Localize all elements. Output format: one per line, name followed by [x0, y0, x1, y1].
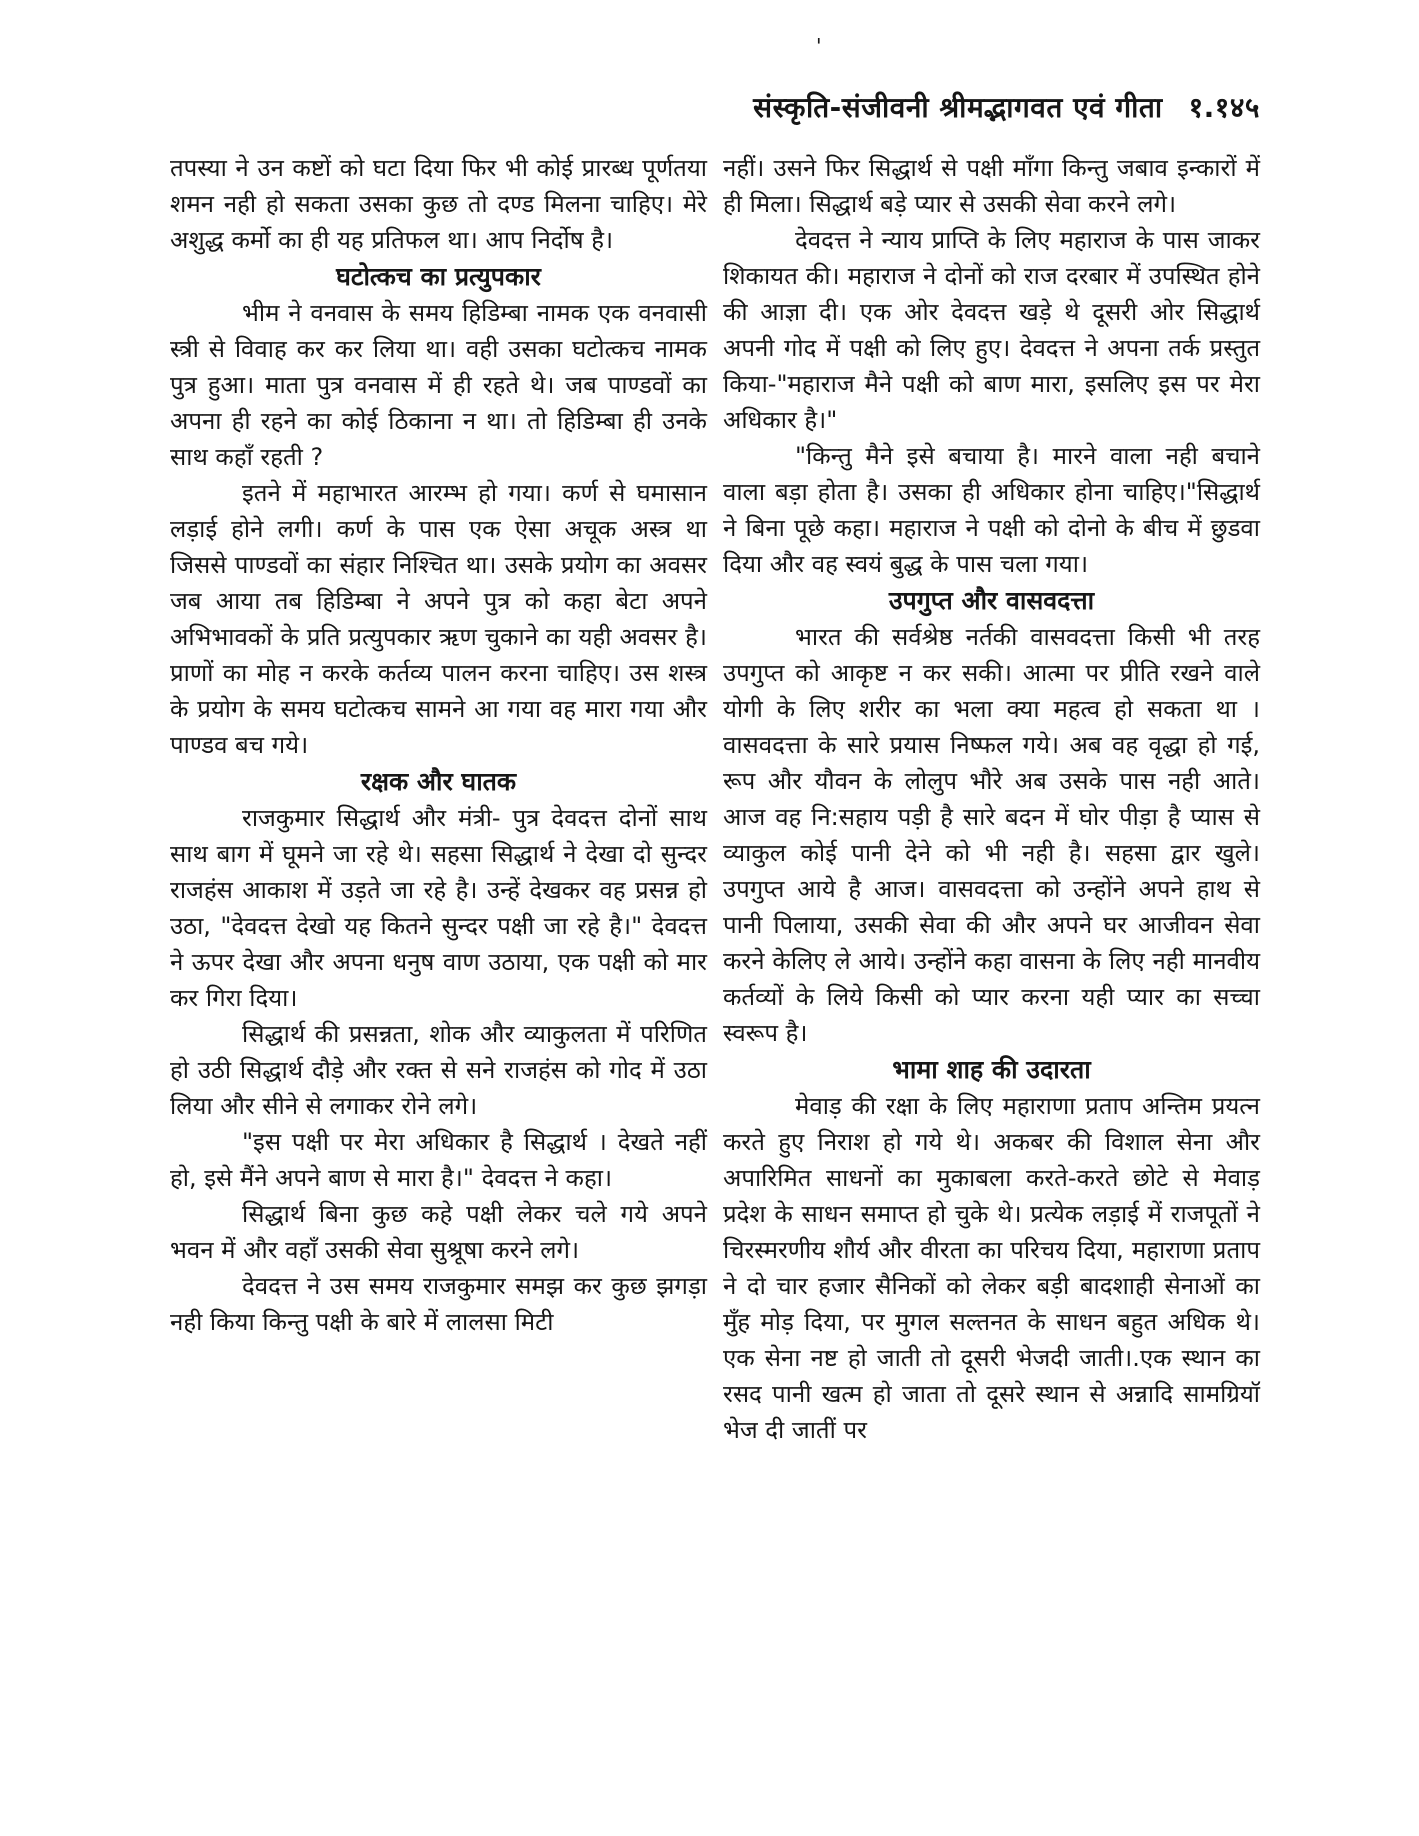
body-paragraph: मेवाड़ की रक्षा के लिए महाराणा प्रताप अन्तिम प्रयत्न करते हुए निराश हो गये थे। अकबर की विशाल सेना और अपारिमित साधनों का मुकाबला करते-करते छोटे से मेवाड़ प्रदेश के साधन समाप्त हो चुके थे। प्रत्येक लड़ाई में राजपूतों ने चिरस्मरणीय शौर्य और वीरता का परिचय दिया, महाराणा प्रताप ने दो चार हजार सैनिकों को लेकर बड़ी बादशाही सेनाओं का मुँह मोड़ दिया, पर मुगल सल्तनत के साधन बहुत अधिक थे। एक सेना नष्ट हो जाती तो दूसरी भेजदी जाती।.एक स्थान का रसद पानी खत्म हो जाता तो दूसरे स्थान से अन्नादि सामग्रियॉ भेज दी जातीं पर — [723, 1092, 1260, 1444]
section-heading: रक्षक और घातक — [360, 767, 517, 796]
body-paragraph: सिद्धार्थ बिना कुछ कहे पक्षी लेकर चले गये अपने भवन में और वहाँ उसकी सेवा सुश्रूषा करने लगे। — [170, 1200, 707, 1264]
section-heading: उपगुप्त और वासवदत्ता — [888, 586, 1095, 615]
body-paragraph: "इस पक्षी पर मेरा अधिकार है सिद्धार्थ । देखते नहीं हो, इसे मैंने अपने बाण से मारा है।" देवदत्त ने कहा। — [170, 1128, 707, 1192]
body-paragraph: देवदत्त ने न्याय प्राप्ति के लिए महाराज के पास जाकर शिकायत की। महाराज ने दोनों को राज दरबार में उपस्थित होने की आज्ञा दी। एक ओर देवदत्त खड़े थे दूसरी ओर सिद्धार्थ अपनी गोद में पक्षी को लिए हुए। देवदत्त ने अपना तर्क प्रस्तुत किया-"महाराज मैने पक्षी को बाण मारा, इसलिए इस पर मेरा अधिकार है।" — [723, 226, 1260, 434]
section-heading: घटोत्कच का प्रत्युपकार — [336, 262, 541, 291]
body-paragraph: तपस्या ने उन कष्टों को घटा दिया फिर भी कोई प्रारब्ध पूर्णतया शमन नही हो सकता उसका कुछ तो दण्ड मिलना चाहिए। मेरे अशुद्ध कर्मो का ही यह प्रतिफल था। आप निर्दोष है। — [170, 154, 707, 254]
book-title: संस्कृति-संजीवनी श्रीमद्भागवत एवं गीता — [753, 91, 1163, 124]
body-paragraph: देवदत्त ने उस समय राजकुमार समझ कर कुछ झगड़ा नही किया किन्तु पक्षी के बारे में लालसा मिटी — [170, 1272, 707, 1336]
body-paragraph: भारत की सर्वश्रेष्ठ नर्तकी वासवदत्ता किसी भी तरह उपगुप्त को आकृष्ट न कर सकी। आत्मा पर प्रीति रखने वाले योगी के लिए शरीर का भला क्या महत्व हो सकता था ।वासवदत्ता के सारे प्रयास निष्फल गये। अब वह वृद्धा हो गई, रूप और यौवन के लोलुप भौरे अब उसके पास नही आते। आज वह नि:सहाय पड़ी है सारे बदन में घोर पीड़ा है प्यास से व्याकुल कोई पानी देने को भी नही है। सहसा द्वार खुले। उपगुप्त आये है आज। वासवदत्ता को उन्होंने अपने हाथ से पानी पिलाया, उसकी सेवा की और अपने घर आजीवन सेवा करने केलिए ले आये। उन्होंने कहा वासना के लिए नही मानवीय कर्तव्यों के लिये किसी को प्यार करना यही प्यार का सच्चा स्वरूप है। — [723, 623, 1260, 1047]
text-columns — [170, 150, 1260, 1448]
body-paragraph: सिद्धार्थ की प्रसन्नता, शोक और व्याकुलता में परिणित हो उठी सिद्धार्थ दौड़े और रक्त से सने राजहंस को गोद में उठा लिया और सीने से लगाकर रोने लगे। — [170, 1020, 707, 1120]
page-number: १.१४५ — [1188, 91, 1260, 124]
body-paragraph: इतने में महाभारत आरम्भ हो गया। कर्ण से घमासान लड़ाई होने लगी। कर्ण के पास एक ऐसा अचूक अस्त्र था जिससे पाण्डवों का संहार निश्चित था। उसके प्रयोग का अवसर जब आया तब हिडिम्बा ने अपने पुत्र को कहा बेटा अपने अभिभावकों के प्रति प्रत्युपकार ऋण चुकाने का यही अवसर है। प्राणों का मोह न करके कर्तव्य पालन करना चाहिए। उस शस्त्र के प्रयोग के समय घटोत्कच सामने आ गया वह मारा गया और पाण्डव बच गये। — [170, 479, 707, 759]
right-column — [723, 150, 1260, 1448]
body-paragraph: नहीं। उसने फिर सिद्धार्थ से पक्षी माँगा किन्तु जबाव इन्कारों में ही मिला। सिद्धार्थ बड़े प्यार से उसकी सेवा करने लगे। — [723, 154, 1260, 218]
body-paragraph: भीम ने वनवास के समय हिडिम्बा नामक एक वनवासी स्त्री से विवाह कर कर लिया था। वही उसका घटोत्कच नामक पुत्र हुआ। माता पुत्र वनवास में ही रहते थे। जब पाण्डवों का अपना ही रहने का कोई ठिकाना न था। तो हिडिम्बा ही उनके साथ कहाँ रहती ? — [170, 299, 707, 471]
left-column — [170, 150, 707, 1340]
body-paragraph: राजकुमार सिद्धार्थ और मंत्री- पुत्र देवदत्त दोनों साथ साथ बाग में घूमने जा रहे थे। सहसा सिद्धार्थ ने देखा दो सुन्दर राजहंस आकाश में उड़ते जा रहे है। उन्हें देखकर वह प्रसन्न हो उठा, "देवदत्त देखो यह कितने सुन्दर पक्षी जा रहे है।" देवदत्त ने ऊपर देखा और अपना धनुष वाण उठाया, एक पक्षी को मार कर गिरा दिया। — [170, 804, 707, 1012]
body-paragraph: "किन्तु मैने इसे बचाया है। मारने वाला नही बचाने वाला बड़ा होता है। उसका ही अधिकार होना चाहिए।"सिद्धार्थ ने बिना पूछे कहा। महाराज ने पक्षी को दोनो के बीच में छुडवा दिया और वह स्वयं बुद्ध के पास चला गया। — [723, 442, 1260, 578]
stray-ink-mark: ' — [816, 34, 822, 58]
section-heading: भामा शाह की उदारता — [892, 1055, 1091, 1084]
running-header — [560, 88, 1260, 126]
